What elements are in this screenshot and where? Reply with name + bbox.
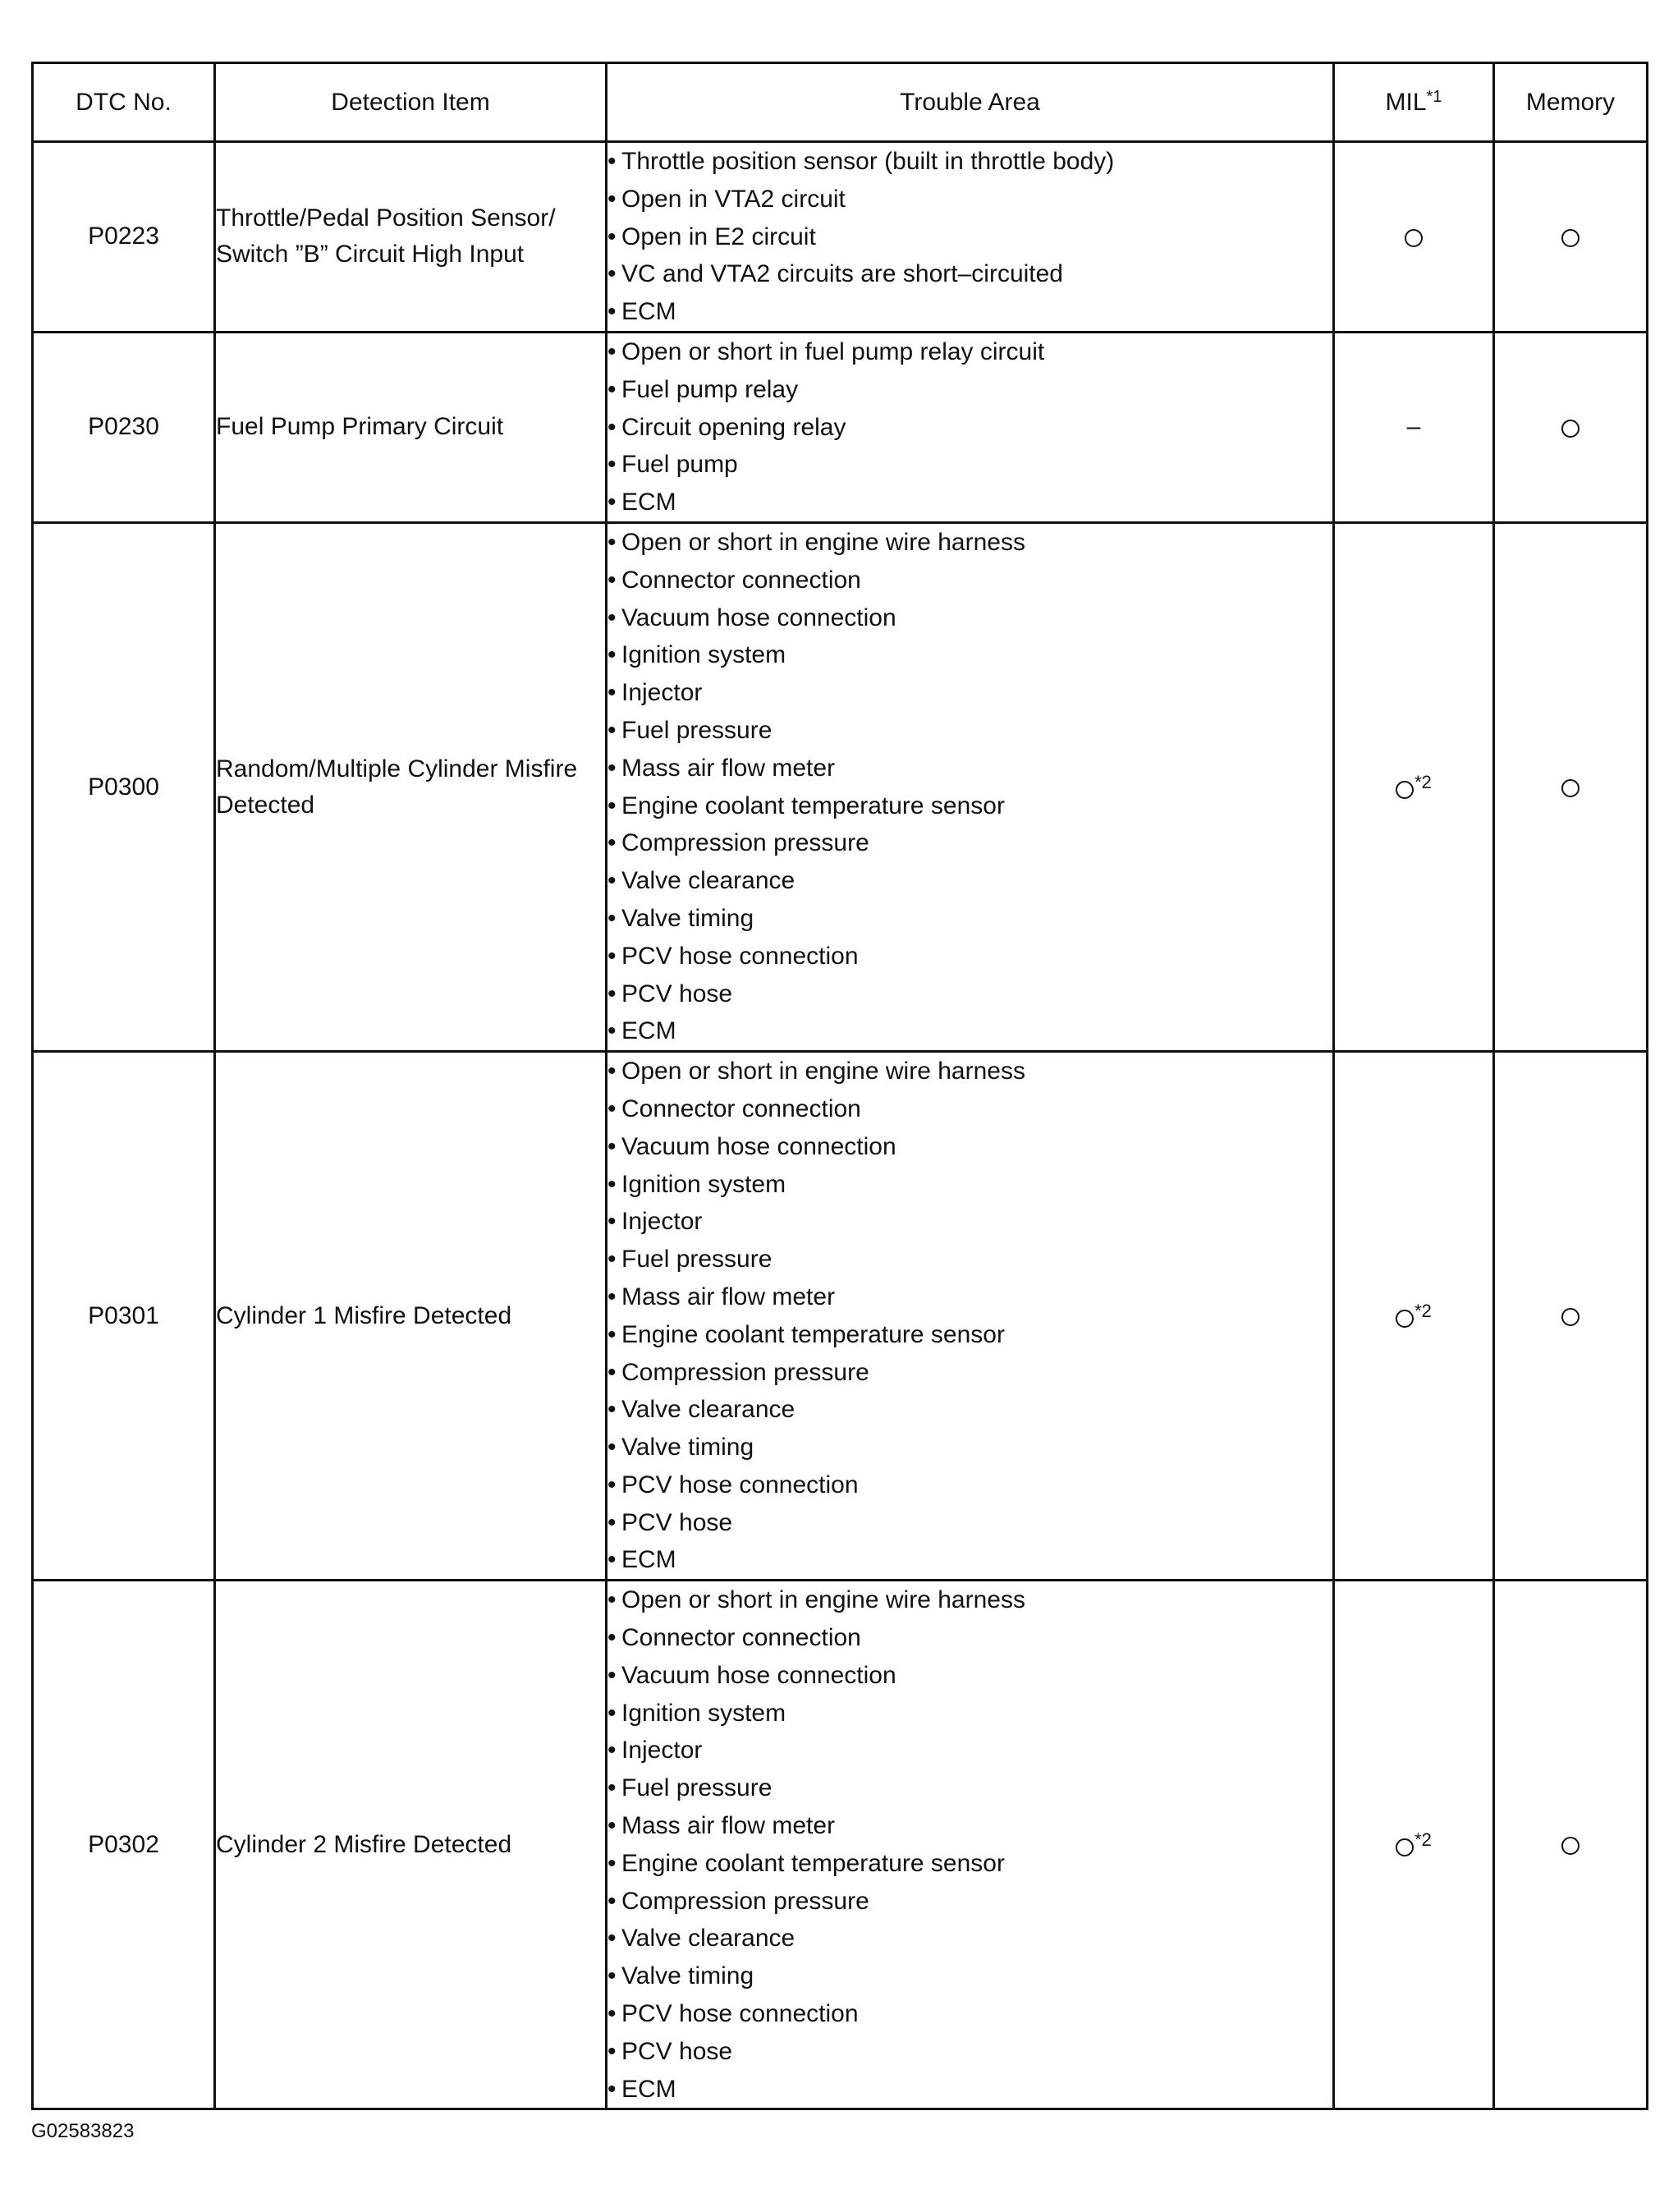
- trouble-area-item: • PCV hose connection: [607, 1995, 1332, 2033]
- trouble-area-item: • Ignition system: [607, 636, 1332, 674]
- trouble-area-item: • Valve clearance: [607, 1391, 1332, 1429]
- memory-indicator: [1494, 522, 1648, 1051]
- mil-indicator: [1334, 522, 1494, 1051]
- mil-indicator: [1334, 332, 1494, 522]
- trouble-area-item: • Engine coolant temperature sensor: [607, 1316, 1332, 1354]
- mil-content: [1396, 772, 1432, 803]
- mil-dash: –: [1406, 413, 1421, 441]
- trouble-area-item: • VC and VTA2 circuits are short–circuited: [607, 255, 1332, 293]
- circle-icon: [1561, 1308, 1579, 1326]
- mil-content: [1396, 1301, 1432, 1332]
- trouble-area-item: • Mass air flow meter: [607, 1807, 1332, 1845]
- trouble-area-item: • Fuel pressure: [607, 712, 1332, 750]
- circle-icon: [1396, 1838, 1414, 1856]
- trouble-area-item: • Injector: [607, 1203, 1332, 1241]
- table-row: [33, 522, 1648, 1051]
- circle-icon: [1561, 779, 1579, 797]
- trouble-area: [607, 1052, 1334, 1581]
- trouble-area-item: • Fuel pressure: [607, 1241, 1332, 1278]
- trouble-area-item: • ECM: [607, 293, 1332, 331]
- trouble-area-item: • Mass air flow meter: [607, 1278, 1332, 1316]
- circle-icon: [1561, 1837, 1579, 1855]
- trouble-area-item: • Connector connection: [607, 562, 1332, 599]
- dtc-code: P0301: [33, 1052, 215, 1581]
- trouble-area-item: • Vacuum hose connection: [607, 1128, 1332, 1166]
- circle-icon: [1561, 229, 1579, 247]
- trouble-area: [607, 1581, 1334, 2109]
- circle-icon: [1396, 781, 1414, 799]
- header-mil: [1334, 63, 1494, 142]
- trouble-area-item: • Ignition system: [607, 1695, 1332, 1732]
- trouble-area-item: • Open in E2 circuit: [607, 218, 1332, 256]
- trouble-area-item: • Compression pressure: [607, 1883, 1332, 1921]
- header-mil-footnote: *1: [1426, 87, 1442, 106]
- detection-item: Cylinder 2 Misfire Detected: [215, 1581, 607, 2109]
- trouble-area-item: • Open in VTA2 circuit: [607, 181, 1332, 218]
- dtc-code: P0302: [33, 1581, 215, 2109]
- trouble-area-item: • Compression pressure: [607, 824, 1332, 862]
- trouble-area-item: • Open or short in engine wire harness: [607, 524, 1332, 562]
- circle-icon: [1561, 420, 1579, 438]
- table-header-row: [33, 63, 1648, 142]
- circle-icon: [1405, 229, 1423, 247]
- trouble-area-list: [607, 524, 1332, 1050]
- mil-footnote: *2: [1414, 1829, 1432, 1850]
- trouble-area-item: • Compression pressure: [607, 1354, 1332, 1392]
- trouble-area-item: • Throttle position sensor (built in throttle body): [607, 143, 1332, 181]
- mil-indicator: [1334, 1581, 1494, 2109]
- trouble-area-item: • Open or short in engine wire harness: [607, 1053, 1332, 1090]
- trouble-area-list: [607, 1053, 1332, 1579]
- mil-content: [1405, 223, 1423, 250]
- trouble-area-list: [607, 143, 1332, 331]
- trouble-area: [607, 142, 1334, 333]
- header-mil-label: MIL: [1385, 88, 1427, 116]
- detection-item: Random/Multiple Cylinder Misfire Detected: [215, 522, 607, 1051]
- memory-indicator: [1494, 1052, 1648, 1581]
- trouble-area-item: • Engine coolant temperature sensor: [607, 787, 1332, 825]
- detection-item: Fuel Pump Primary Circuit: [215, 332, 607, 522]
- trouble-area-item: • Injector: [607, 674, 1332, 712]
- trouble-area-item: • Valve timing: [607, 900, 1332, 938]
- trouble-area-item: • Open or short in fuel pump relay circuit: [607, 333, 1332, 371]
- trouble-area-list: [607, 1581, 1332, 2108]
- mil-content: [1407, 413, 1421, 441]
- trouble-area-item: • Valve clearance: [607, 862, 1332, 900]
- mil-footnote: *2: [1414, 771, 1432, 792]
- trouble-area: [607, 332, 1334, 522]
- mil-indicator: [1334, 142, 1494, 333]
- trouble-area-item: • PCV hose: [607, 1504, 1332, 1542]
- trouble-area-item: • Vacuum hose connection: [607, 1657, 1332, 1695]
- trouble-area-item: • Open or short in engine wire harness: [607, 1581, 1332, 1619]
- detection-item: Cylinder 1 Misfire Detected: [215, 1052, 607, 1581]
- figure-id: G02583823: [31, 2120, 135, 2142]
- trouble-area-item: • PCV hose: [607, 2033, 1332, 2071]
- circle-icon: [1396, 1310, 1414, 1328]
- trouble-area-item: • Engine coolant temperature sensor: [607, 1845, 1332, 1883]
- header-detection-item: Detection Item: [215, 63, 607, 142]
- memory-indicator: [1494, 1581, 1648, 2109]
- memory-indicator: [1494, 332, 1648, 522]
- trouble-area-item: • ECM: [607, 2071, 1332, 2109]
- trouble-area-item: • Fuel pump: [607, 446, 1332, 484]
- dtc-code: P0223: [33, 142, 215, 333]
- trouble-area-list: [607, 333, 1332, 521]
- table-row: [33, 142, 1648, 333]
- mil-footnote: *2: [1414, 1300, 1432, 1321]
- trouble-area-item: • Mass air flow meter: [607, 750, 1332, 787]
- trouble-area-item: • ECM: [607, 484, 1332, 521]
- mil-indicator: [1334, 1052, 1494, 1581]
- header-memory: Memory: [1494, 63, 1648, 142]
- trouble-area-item: • PCV hose connection: [607, 1466, 1332, 1504]
- trouble-area-item: • Valve clearance: [607, 1920, 1332, 1957]
- table-row: [33, 1581, 1648, 2109]
- memory-indicator: [1494, 142, 1648, 333]
- trouble-area-item: • ECM: [607, 1012, 1332, 1050]
- mil-content: [1396, 1829, 1432, 1861]
- trouble-area-item: • Connector connection: [607, 1090, 1332, 1128]
- trouble-area: [607, 522, 1334, 1051]
- trouble-area-item: • Connector connection: [607, 1619, 1332, 1657]
- trouble-area-item: • Valve timing: [607, 1957, 1332, 1995]
- header-trouble-area: Trouble Area: [607, 63, 1334, 142]
- trouble-area-item: • PCV hose: [607, 975, 1332, 1013]
- table-row: [33, 1052, 1648, 1581]
- detection-item: Throttle/Pedal Position Sensor/ Switch ”B” Circuit High Input: [215, 142, 607, 333]
- header-dtc-no: DTC No.: [33, 63, 215, 142]
- trouble-area-item: • Fuel pump relay: [607, 371, 1332, 409]
- trouble-area-item: • Valve timing: [607, 1429, 1332, 1466]
- trouble-area-item: • Circuit opening relay: [607, 409, 1332, 447]
- trouble-area-item: • Fuel pressure: [607, 1769, 1332, 1807]
- trouble-area-item: • Injector: [607, 1732, 1332, 1769]
- trouble-area-item: • PCV hose connection: [607, 938, 1332, 975]
- table-row: [33, 332, 1648, 522]
- trouble-area-item: • ECM: [607, 1541, 1332, 1579]
- trouble-area-item: • Ignition system: [607, 1166, 1332, 1204]
- dtc-code: P0300: [33, 522, 215, 1051]
- trouble-area-item: • Vacuum hose connection: [607, 599, 1332, 637]
- table-body: [33, 142, 1648, 2109]
- dtc-code: P0230: [33, 332, 215, 522]
- dtc-table: [31, 62, 1648, 2110]
